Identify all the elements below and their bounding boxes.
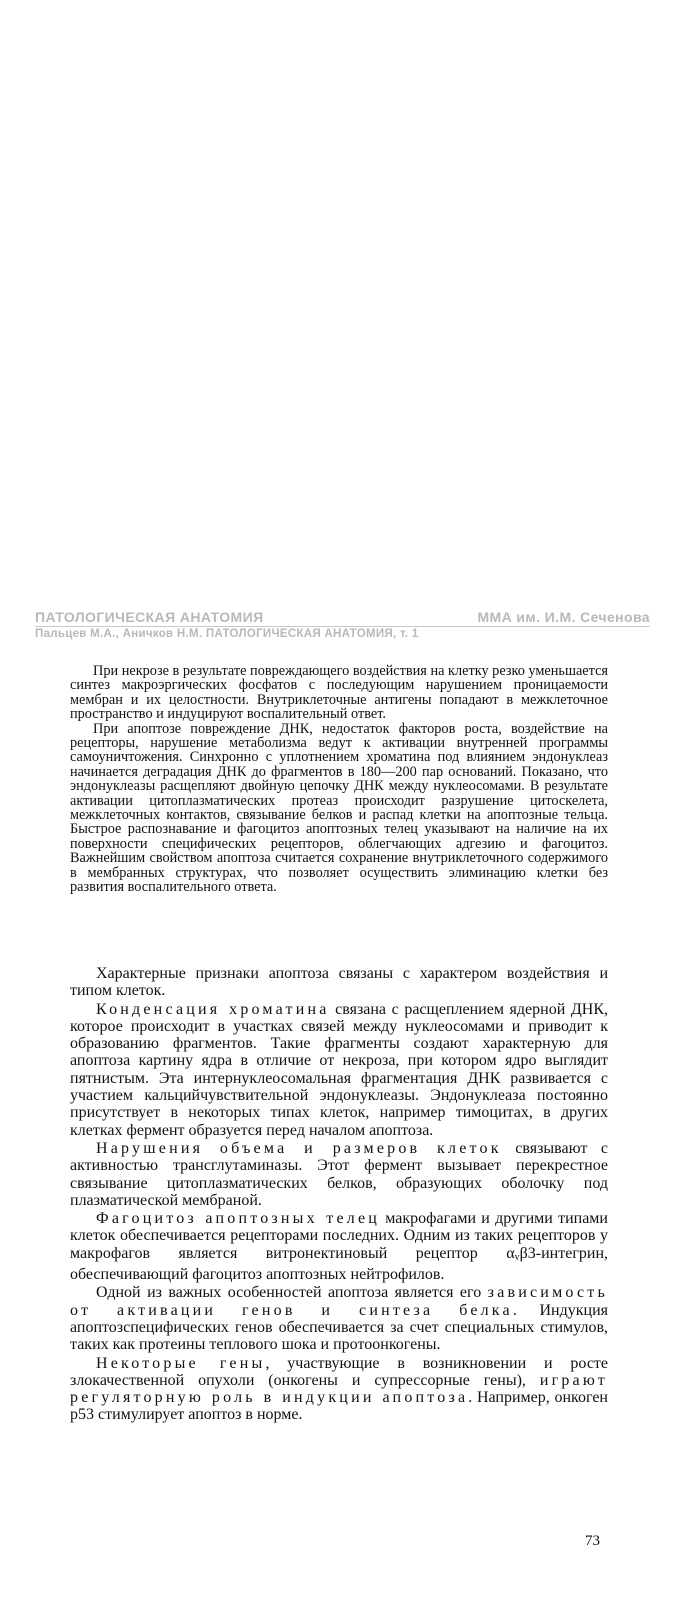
paragraph-text: Одной из важных особенностей апоптоза является его — [96, 1284, 488, 1302]
paragraph-oncogenes — [70, 1355, 608, 1424]
paragraph-text: связывают с активностью трансглутаминазы. Этот фермент вызывает перекрестное связывание цитоплазматических белков, образующих оболочку под плазматической мембраной. — [70, 1139, 609, 1209]
paragraph-text: связана с расщеплением ядерной ДНК, которое происходит в участках связей между нуклеосомами и приводит к образованию фрагментов. Такие фрагменты создают характерную для апоптоза картину ядра в отличие от некроза, при котором ядро выглядит пятнистым. Эта интернуклеосомальная фрагментация ДНК развивается с участием кальцийчувствительной эндонуклеазы. Эндонуклеаза постоянно присутствует в некоторых типах клеток, например тимоцитах, в других клетках фермент образуется перед началом апоптоза. — [70, 1000, 608, 1139]
subscript: v — [514, 1251, 520, 1263]
spaced-term: Некоторые гены — [96, 1354, 266, 1372]
paragraph-text: , участвующие в возникновении и росте злокачественной опухоли (онкогены и супрессорные гены), — [70, 1354, 609, 1389]
paragraph-gene-dependence — [70, 1284, 608, 1353]
paragraph-apoptosis-mechanism: При апоптозе повреждение ДНК, недостаток факторов роста, воздействие на рецепторы, нарушение метаболизма ведут к активации внутренней программы самоуничтожения. Синхронно с уплотнением хроматина под влиянием эндонуклеаз начинается деградация ДНК до фрагментов в 180—200 пар оснований. Показано, что эндонуклеазы расщепляют двойную цепочку ДНК между нуклеосомами. В результате активации цитоплазматических протеаз происходит разрушение цитоскелета, межклеточных контактов, связывание белков и распад клетки на апоптозные тельца. Быстрое распознавание и фагоцитоз апоптозных телец указывают на наличие на их поверхности специфических рецепторов, облегчающих адгезию и фагоцитоз. Важнейшим свойством апоптоза считается сохранение внутриклеточного содержимого в мембранных структурах, что позволяет осуществить элиминацию клетки без развития воспалительного ответа. — [70, 720, 608, 896]
spaced-term: Конденсация хроматина — [96, 1000, 330, 1018]
paragraph-text: макрофагами и другими типами клеток обеспечивается рецепторами последних. Одним из таких рецепторов у макрофагов является витронектиновый рецептор α — [70, 1210, 608, 1262]
paragraph-text: Характерные признаки апоптоза связаны с характером воздействия и типом клеток. — [70, 965, 608, 1000]
header-book-title: ПАТОЛОГИЧЕСКАЯ АНАТОМИЯ — [35, 609, 264, 625]
spaced-term: Нарушения объема и размеров клеток — [96, 1139, 502, 1157]
paragraph-necrosis: При некрозе в результате повреждающего воздействия на клетку резко уменьшается синтез макроэргических фосфатов с последующим нарушением проницаемости мембран и их целостности. Внутриклеточные антигены попадают в межклеточное пространство и индуцируют воспалительный ответ. — [70, 663, 608, 723]
main-text-section — [70, 965, 608, 1424]
paragraph-text: . Индукция апоптозспецифических генов обеспечивается за счет специальных стимулов, таких как протеины теплового шока и протоонкогены. — [70, 1301, 608, 1354]
paragraph-characteristic-signs — [70, 965, 608, 1000]
header-publisher: ММА им. И.М. Сеченова — [477, 609, 650, 625]
running-header — [35, 603, 650, 627]
paragraph-text: β3-интегрин, обеспечивающий фагоцитоз апоптозных нейтрофилов. — [70, 1244, 608, 1284]
spaced-term: играют регуляторную роль в индукции апоптоза — [70, 1371, 608, 1407]
paragraph-chromatin-condensation — [70, 1001, 608, 1139]
paragraph-phagocytosis — [70, 1210, 608, 1283]
spaced-term: Фагоцитоз апоптозных телец — [96, 1210, 381, 1228]
paragraph-cell-volume — [70, 1140, 608, 1209]
running-subheader — [35, 628, 650, 644]
paragraph-text: . Например, онкоген p53 стимулирует апоптоз в норме. — [70, 1389, 608, 1424]
header-authors-line: Пальцев М.А., Аничков Н.М. ПАТОЛОГИЧЕСКАЯ АНАТОМИЯ, т. 1 — [35, 628, 419, 640]
small-print-section — [70, 664, 608, 895]
page-number: 73 — [585, 1533, 600, 1549]
spaced-term: зависимость от активации генов и синтеза белка — [70, 1284, 608, 1319]
